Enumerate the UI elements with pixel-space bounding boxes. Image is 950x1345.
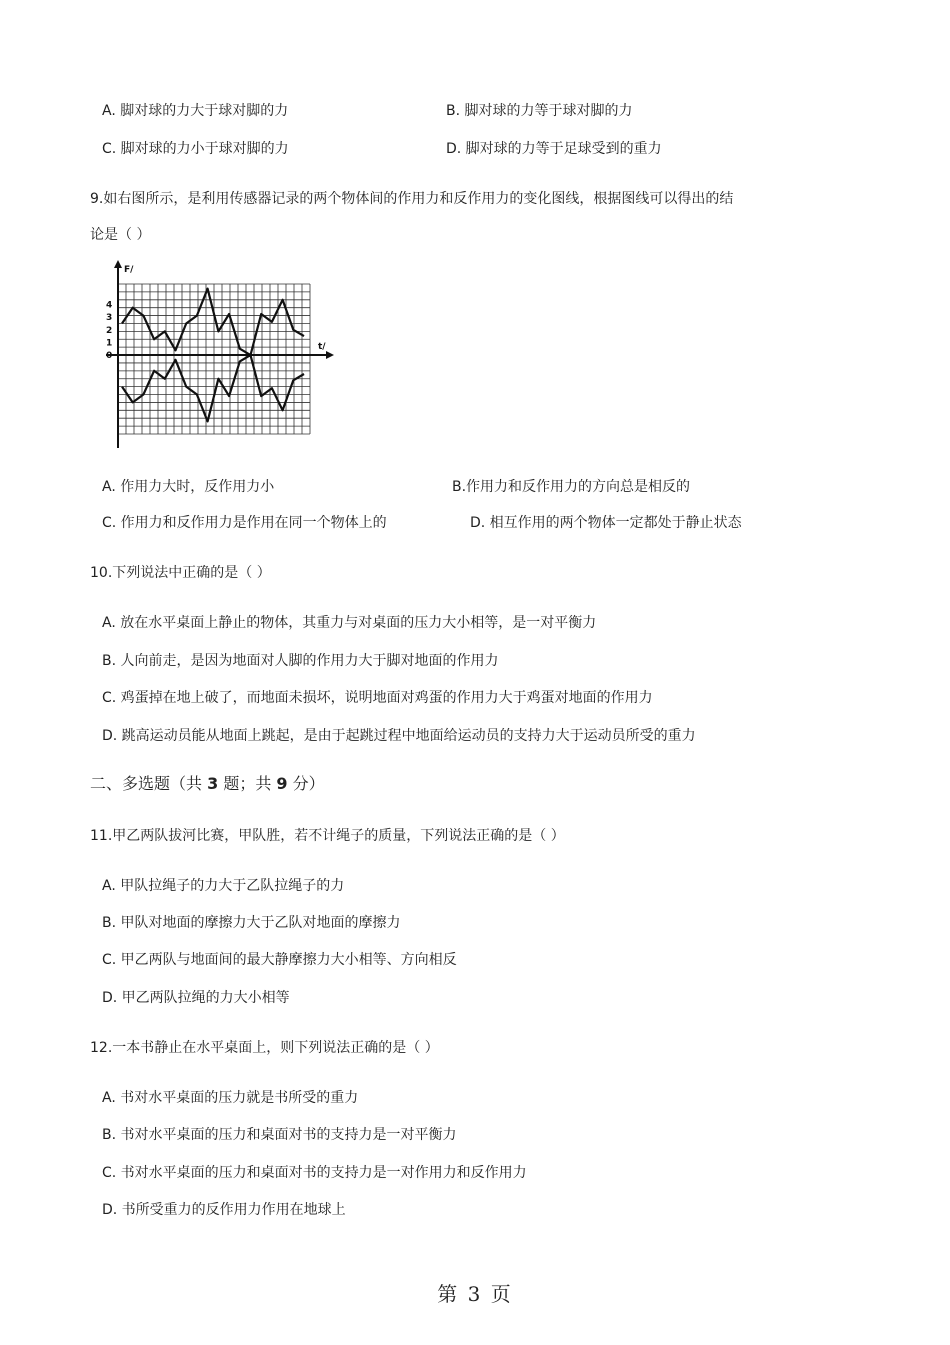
q8-option-b: B. 脚对球的力等于球对脚的力 [446,103,633,119]
q12-stem: 12.一本书静止在水平桌面上，则下列说法正确的是（ ） [90,1040,439,1056]
section-suffix: 分） [287,774,325,793]
q9-stem-line1: 9.如右图所示，是利用传感器记录的两个物体间的作用力和反作用力的变化图线，根据图线可以得出的结 [90,191,734,207]
q9-stem-line2: 论是（ ） [90,227,151,243]
q8-option-a: A. 脚对球的力大于球对脚的力 [102,103,289,119]
page-number: 第 3 页 [437,1282,513,1306]
q10-option-a: A. 放在水平桌面上静止的物体，其重力与对桌面的压力大小相等，是一对平衡力 [102,615,597,631]
y-tick-label: 2 [106,325,113,336]
q10-stem: 10.下列说法中正确的是（ ） [90,565,271,581]
q10-option-b: B. 人向前走，是因为地面对人脚的作用力大于脚对地面的作用力 [102,653,499,669]
q11-option-b: B. 甲队对地面的摩擦力大于乙队对地面的摩擦力 [102,915,401,931]
section-heading-multiple-choice [90,774,325,794]
q8-option-c: C. 脚对球的力小于球对脚的力 [102,141,289,157]
lower-force-curve [122,355,304,421]
q11-stem: 11.甲乙两队拔河比赛，甲队胜，若不计绳子的质量，下列说法正确的是（ ） [90,828,565,844]
q9-option-d: D. 相互作用的两个物体一定都处于静止状态 [470,515,742,531]
q11-option-a: A. 甲队拉绳子的力大于乙队拉绳子的力 [102,878,345,894]
section-question-count: 3 [207,774,219,793]
y-axis-arrow [114,260,122,268]
q9-option-b: B.作用力和反作用力的方向总是相反的 [452,479,691,495]
y-tick-label: 4 [106,300,113,311]
q10-option-d: D. 跳高运动员能从地面上跳起，是由于起跳过程中地面给运动员的支持力大于运动员所受的重力 [102,728,696,744]
force-time-graph [104,258,340,450]
q10-option-c: C. 鸡蛋掉在地上破了，而地面未损坏，说明地面对鸡蛋的作用力大于鸡蛋对地面的作用力 [102,690,653,706]
x-axis-arrow [326,351,334,359]
y-axis-label: F/ [124,265,134,275]
x-axis-label: t/ [318,342,326,353]
graph-grid [118,284,310,434]
section-middle: 题；共 [218,774,277,793]
upper-force-curve [122,289,304,355]
y-tick-label: 3 [106,313,113,324]
y-tick-label: 0 [106,351,113,362]
y-tick-label: 1 [106,338,113,349]
q11-option-d: D. 甲乙两队拉绳的力大小相等 [102,990,290,1006]
q8-option-d: D. 脚对球的力等于足球受到的重力 [446,141,662,157]
q12-option-a: A. 书对水平桌面的压力就是书所受的重力 [102,1090,359,1106]
q12-option-c: C. 书对水平桌面的压力和桌面对书的支持力是一对作用力和反作用力 [102,1165,527,1181]
q12-option-b: B. 书对水平桌面的压力和桌面对书的支持力是一对平衡力 [102,1127,457,1143]
q9-option-c: C. 作用力和反作用力是作用在同一个物体上的 [102,515,387,531]
q11-option-c: C. 甲乙两队与地面间的最大静摩擦力大小相等、方向相反 [102,952,457,968]
q12-option-d: D. 书所受重力的反作用力作用在地球上 [102,1202,346,1218]
section-score: 9 [276,774,288,793]
graph-axes [106,260,334,448]
q9-option-a: A. 作用力大时，反作用力小 [102,479,275,495]
section-prefix: 二、多选题（共 [90,774,208,793]
